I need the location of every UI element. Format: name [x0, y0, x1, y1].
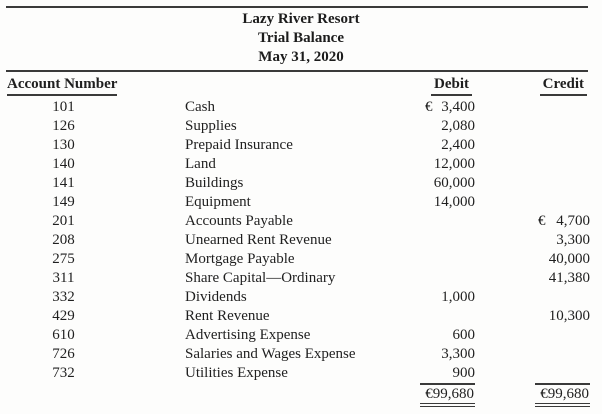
account-name: Share Capital—Ordinary [185, 270, 336, 286]
account-name-cell [122, 174, 365, 193]
account-name: Buildings [185, 175, 244, 191]
table-row [0, 117, 602, 136]
table-row [0, 345, 602, 364]
account-number: 208 [52, 232, 75, 248]
table-row [0, 193, 602, 212]
account-number-cell [5, 212, 122, 231]
account-number-cell [5, 174, 122, 193]
account-number: 140 [52, 156, 75, 172]
account-name-cell [122, 345, 365, 364]
debit-cell [365, 307, 475, 326]
table-row [0, 250, 602, 269]
column-header-row [0, 72, 602, 96]
debit-amount: 900 [452, 365, 475, 381]
account-number: 332 [52, 289, 75, 305]
account-number: 726 [52, 346, 75, 362]
debit-cell [365, 288, 475, 307]
credit-cell [475, 326, 590, 345]
credit-total: €99,680 [535, 383, 590, 407]
euro-symbol: € [538, 213, 546, 229]
credit-column-header: Credit [540, 76, 587, 96]
euro-symbol: € [425, 99, 433, 115]
account-number-cell [5, 326, 122, 345]
credit-cell [475, 288, 590, 307]
company-name: Lazy River Resort [242, 11, 360, 27]
debit-cell [365, 98, 475, 117]
credit-cell [475, 155, 590, 174]
credit-cell [475, 174, 590, 193]
account-name: Cash [185, 99, 215, 115]
credit-cell [475, 364, 590, 383]
table-row [0, 307, 602, 326]
account-name-cell [122, 155, 365, 174]
account-number-cell [5, 117, 122, 136]
account-number-cell [5, 250, 122, 269]
credit-cell [475, 193, 590, 212]
account-number-cell [5, 98, 122, 117]
totals-row [0, 383, 602, 407]
account-name: Unearned Rent Revenue [185, 232, 332, 248]
table-row [0, 231, 602, 250]
report-date: May 31, 2020 [258, 49, 344, 65]
debit-cell [365, 212, 475, 231]
account-name-cell [122, 117, 365, 136]
credit-cell [475, 212, 590, 231]
debit-amount: 60,000 [433, 175, 475, 191]
table-row [0, 212, 602, 231]
credit-cell [475, 98, 590, 117]
report-title: Trial Balance [258, 30, 344, 46]
trial-balance-rows [0, 96, 602, 383]
debit-cell [365, 345, 475, 364]
table-row [0, 364, 602, 383]
credit-cell [475, 345, 590, 364]
account-name: Supplies [185, 118, 237, 134]
debit-amount: 14,000 [433, 194, 475, 210]
debit-amount: 1,000 [441, 289, 475, 305]
account-number: 201 [52, 213, 75, 229]
account-name: Land [185, 156, 216, 172]
account-name: Rent Revenue [185, 308, 270, 324]
account-number: 130 [52, 137, 75, 153]
account-number-cell [5, 288, 122, 307]
credit-amount: 4,700 [556, 213, 590, 229]
debit-cell [365, 193, 475, 212]
account-number: 429 [52, 308, 75, 324]
table-row [0, 155, 602, 174]
debit-total: €99,680 [420, 383, 475, 407]
document-header [0, 8, 602, 67]
account-number-cell [5, 345, 122, 364]
account-name-cell [122, 269, 365, 288]
debit-amount: 2,400 [441, 137, 475, 153]
credit-amount: 3,300 [556, 232, 590, 248]
account-name-cell [122, 288, 365, 307]
credit-amount: 41,380 [548, 270, 590, 286]
account-name: Salaries and Wages Expense [185, 346, 356, 362]
credit-cell [475, 307, 590, 326]
account-name: Equipment [185, 194, 251, 210]
account-number-cell [5, 193, 122, 212]
account-name-cell [122, 136, 365, 155]
account-number-cell [5, 307, 122, 326]
account-name: Accounts Payable [185, 213, 293, 229]
account-name-cell [122, 326, 365, 345]
account-number-cell [5, 364, 122, 383]
credit-cell [475, 250, 590, 269]
account-number-cell [5, 269, 122, 288]
account-number: 126 [52, 118, 75, 134]
table-row [0, 269, 602, 288]
table-row [0, 98, 602, 117]
credit-cell [475, 136, 590, 155]
table-row [0, 136, 602, 155]
account-number: 311 [52, 270, 75, 286]
account-name-cell [122, 307, 365, 326]
credit-cell [475, 269, 590, 288]
debit-column-header: Debit [431, 76, 472, 96]
debit-cell [365, 231, 475, 250]
debit-cell [365, 117, 475, 136]
debit-amount: 600 [452, 327, 475, 343]
table-row [0, 288, 602, 307]
credit-cell [475, 117, 590, 136]
account-number-column-header: Account Number [7, 76, 117, 96]
account-name-cell [122, 212, 365, 231]
trial-balance-document [0, 6, 602, 414]
account-name-cell [122, 193, 365, 212]
debit-amount: 12,000 [433, 156, 475, 172]
debit-cell [365, 364, 475, 383]
debit-amount: 2,080 [441, 118, 475, 134]
credit-amount: 40,000 [548, 251, 590, 267]
debit-cell [365, 136, 475, 155]
account-name-cell [122, 98, 365, 117]
debit-cell [365, 155, 475, 174]
debit-amount: 3,300 [441, 346, 475, 362]
credit-total-cell [475, 383, 590, 407]
account-name: Dividends [185, 289, 247, 305]
account-name: Mortgage Payable [185, 251, 295, 267]
table-row [0, 326, 602, 345]
account-name: Utilities Expense [185, 365, 288, 381]
account-name: Prepaid Insurance [185, 137, 293, 153]
account-name-cell [122, 250, 365, 269]
account-number: 275 [52, 251, 75, 267]
account-number-cell [5, 155, 122, 174]
table-row [0, 174, 602, 193]
debit-cell [365, 174, 475, 193]
account-number: 101 [52, 99, 75, 115]
account-number-cell [5, 231, 122, 250]
credit-cell [475, 231, 590, 250]
debit-total-cell [365, 383, 475, 407]
account-number: 732 [52, 365, 75, 381]
account-number: 610 [52, 327, 75, 343]
account-name-cell [122, 364, 365, 383]
credit-amount: 10,300 [548, 308, 590, 324]
debit-amount: 3,400 [441, 99, 475, 115]
debit-cell [365, 250, 475, 269]
account-name-cell [122, 231, 365, 250]
debit-cell [365, 326, 475, 345]
account-name: Advertising Expense [185, 327, 311, 343]
account-number-cell [5, 136, 122, 155]
debit-cell [365, 269, 475, 288]
account-number: 149 [52, 194, 75, 210]
account-number: 141 [52, 175, 75, 191]
